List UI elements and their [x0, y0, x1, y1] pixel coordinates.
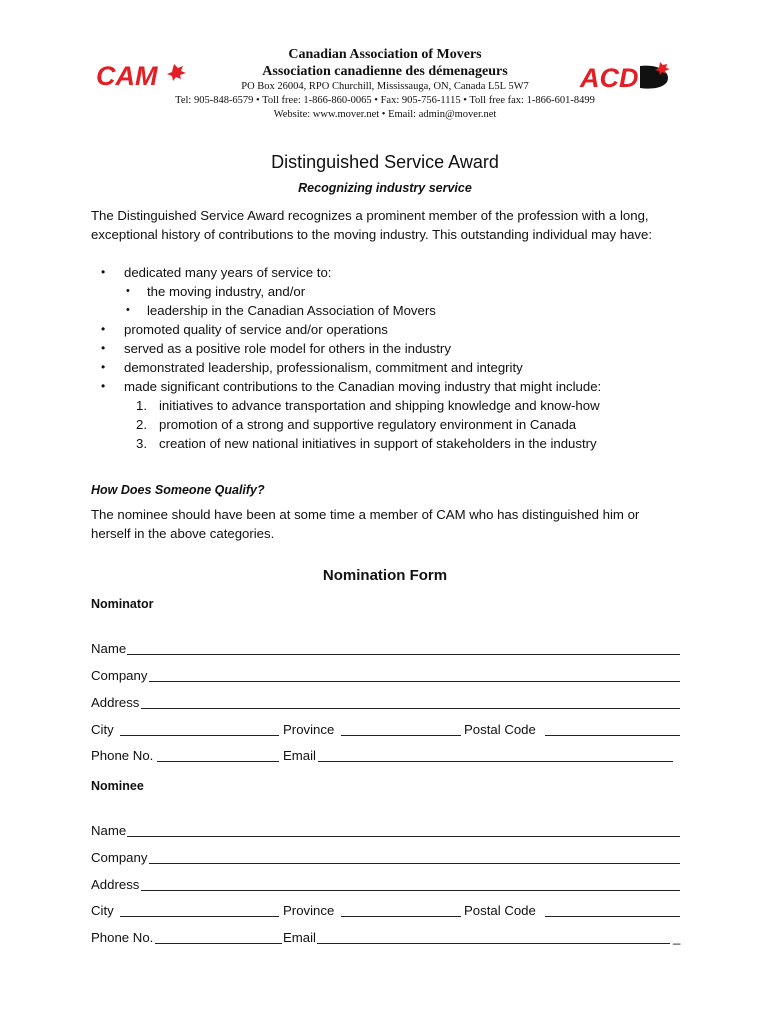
nominator-province-field[interactable] — [341, 735, 461, 736]
form-title: Nomination Form — [322, 567, 448, 584]
field-label: Name — [91, 641, 127, 656]
nominator-city-field[interactable] — [120, 735, 279, 736]
field-label: Postal Code — [464, 722, 536, 737]
nominee-company-row — [91, 849, 681, 867]
list-item: • promoted quality of service and/or operations — [91, 320, 691, 339]
field-label: Email — [283, 748, 316, 763]
nominator-heading: Nominator — [91, 597, 154, 611]
qualify-text: The nominee should have been at some time a member of CAM who has distinguished him or herself in the above categories. — [91, 507, 640, 541]
list-item-text: creation of new national initiatives in support of stakeholders in the industry — [159, 436, 597, 451]
nominee-email-field[interactable] — [317, 943, 670, 944]
nominee-heading: Nominee — [91, 779, 144, 793]
list-item-text: made significant contributions to the Canadian moving industry that might include: — [124, 379, 602, 394]
list-item — [124, 396, 691, 415]
nominee-phone-field[interactable] — [155, 943, 282, 944]
list-number: 2. — [136, 417, 147, 432]
field-label: City — [91, 903, 114, 918]
nominee-postal-field[interactable] — [545, 916, 680, 917]
page-subtitle: Recognizing industry service — [298, 181, 472, 195]
field-label: City — [91, 722, 114, 737]
org-name-en: Canadian Association of Movers — [288, 47, 482, 62]
criteria-list — [91, 263, 691, 453]
acd-logo-text: ACD — [580, 63, 639, 92]
list-item-text: initiatives to advance transportation and shipping knowledge and know-how — [159, 398, 600, 413]
org-contact: Tel: 905-848-6579 • Toll free: 1-866-860-0065 • Fax: 905-756-1115 • Toll free fax: 1-866-601-8499 — [175, 95, 595, 106]
list-item: • demonstrated leadership, professionalism, commitment and integrity — [91, 358, 691, 377]
field-label: Address — [91, 877, 140, 892]
field-label: Province — [283, 722, 335, 737]
qualify-heading: How Does Someone Qualify? — [91, 483, 265, 497]
list-item — [91, 263, 691, 320]
field-label: Company — [91, 850, 148, 865]
cam-logo-text: CAM — [96, 61, 158, 90]
nominee-address-row — [91, 876, 681, 894]
field-label: Name — [91, 823, 127, 838]
nominee-province-field[interactable] — [341, 916, 461, 917]
nominator-name-field[interactable] — [127, 654, 680, 655]
org-web: Website: www.mover.net • Email: admin@mover.net — [273, 109, 497, 120]
list-item — [91, 377, 691, 453]
org-address: PO Box 26004, RPO Churchill, Mississauga, ON, Canada L5L 5W7 — [241, 81, 529, 92]
letterhead — [0, 46, 770, 122]
list-item: • served as a positive role model for others in the industry — [91, 339, 691, 358]
field-label: Province — [283, 903, 335, 918]
field-label: Phone No. — [91, 748, 154, 763]
nominee-address-field[interactable] — [141, 890, 680, 891]
nominee-company-field[interactable] — [149, 863, 680, 864]
field-label: Phone No. — [91, 930, 154, 945]
nominee-city-field[interactable] — [120, 916, 279, 917]
nominator-company-row — [91, 667, 681, 685]
page-title: Distinguished Service Award — [271, 152, 499, 172]
nominee-city-row — [91, 902, 681, 920]
field-label: Address — [91, 695, 140, 710]
nominator-email-field[interactable] — [318, 761, 673, 762]
nominator-address-row — [91, 694, 681, 712]
org-name-fr: Association canadienne des démenageurs — [262, 64, 508, 79]
nominee-name-row — [91, 822, 681, 840]
sub-list — [124, 282, 691, 320]
trailing-mark: _ — [673, 930, 681, 945]
field-label: Company — [91, 668, 148, 683]
list-item-text: promotion of a strong and supportive regulatory environment in Canada — [159, 417, 577, 432]
nominator-company-field[interactable] — [149, 681, 680, 682]
nominator-city-row — [91, 721, 681, 739]
intro-paragraph: The Distinguished Service Award recognizes a prominent member of the profession with a long, exceptional history of contributions to the moving industry. This outstanding individual may have: — [91, 208, 653, 242]
field-label: Email — [283, 930, 316, 945]
list-item-text: dedicated many years of service to: — [124, 265, 332, 280]
list-number: 1. — [136, 398, 147, 413]
list-item — [124, 415, 691, 434]
nominee-name-field[interactable] — [127, 836, 680, 837]
nominator-phone-field[interactable] — [157, 761, 279, 762]
field-label: Postal Code — [464, 903, 536, 918]
numbered-list — [124, 396, 691, 453]
list-item: • the moving industry, and/or — [124, 282, 691, 301]
list-item — [124, 434, 691, 453]
list-item: • leadership in the Canadian Association of Movers — [124, 301, 691, 320]
list-number: 3. — [136, 436, 147, 451]
nominator-name-row — [91, 640, 681, 658]
nominator-address-field[interactable] — [141, 708, 680, 709]
nominator-phone-row — [91, 747, 681, 765]
nominator-postal-field[interactable] — [545, 735, 680, 736]
nominee-phone-row — [91, 929, 681, 947]
